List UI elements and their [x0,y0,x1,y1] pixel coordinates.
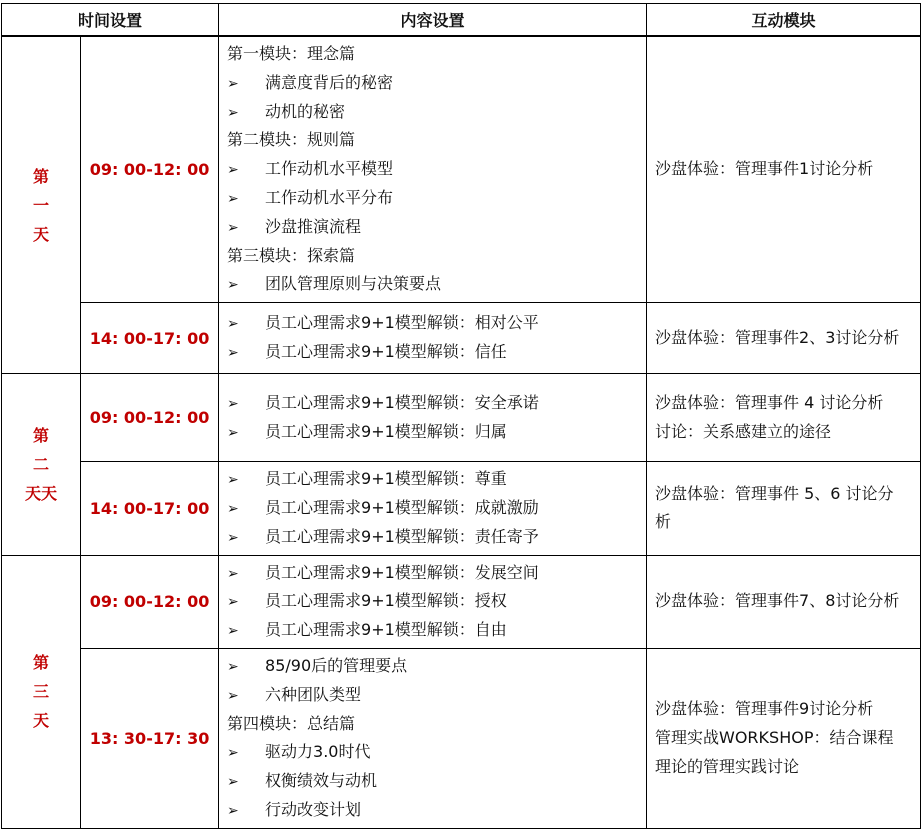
content-text: 工作动机水平模型 [265,159,394,179]
bullet-arrow-icon: ➢ [227,424,239,441]
session-time: 14: 00-17: 00 [81,303,219,374]
session-row [2,303,921,374]
content-text: 员工心理需求9+1模型解锁：自由 [265,620,507,640]
bullet-arrow-icon: ➢ [227,623,239,640]
session-row [2,462,921,555]
interaction-line: 沙盘体验：管理事件 5、6 讨论分 [655,483,894,503]
content-bullet-item [227,418,640,447]
content-text: 沙盘推演流程 [265,216,362,236]
day-label-char: 二 [32,454,49,474]
bullet-arrow-icon: ➢ [227,658,239,675]
session-row [2,374,921,462]
bullet-arrow-icon: ➢ [227,395,239,412]
content-bullet-item [227,465,640,494]
session-interaction [647,374,921,462]
content-text: 第二模块：规则篇 [227,130,356,150]
session-interaction [647,648,921,828]
bullet-arrow-icon: ➢ [227,565,239,582]
content-bullet-item [227,155,640,184]
session-row [2,36,921,303]
interaction-line: 析 [655,512,672,532]
bullet-arrow-icon: ➢ [227,802,239,819]
session-interaction [647,555,921,648]
content-bullet-item [227,309,640,338]
content-text: 第一模块：理念篇 [227,44,356,63]
bullet-arrow-icon: ➢ [227,687,239,704]
content-bullet-item [227,69,640,98]
content-bullet-item [227,587,640,616]
header-time: 时间设置 [2,4,219,37]
day-label [2,374,81,555]
course-schedule-table [1,3,921,829]
bullet-arrow-icon: ➢ [227,316,239,333]
module-heading [227,242,640,271]
session-row [2,648,921,828]
session-time: 09: 00-12: 00 [81,555,219,648]
content-bullet-item [227,213,640,242]
content-text: 员工心理需求9+1模型解锁：相对公平 [265,313,539,333]
day-label-char: 天天 [24,483,57,503]
content-bullet-item [227,796,640,825]
day-label [2,555,81,828]
session-interaction [647,303,921,374]
interaction-line: 沙盘体验：管理事件2、3讨论分析 [655,327,900,347]
content-text: 工作动机水平分布 [265,187,394,207]
content-text: 团队管理原则与决策要点 [265,274,442,294]
session-time: 14: 00-17: 00 [81,462,219,555]
header-row [2,4,921,37]
content-text: 员工心理需求9+1模型解锁：发展空间 [265,562,539,582]
day-label-char: 第 [32,653,49,673]
content-bullet-item [227,559,640,588]
content-text: 85/90后的管理要点 [265,655,408,675]
day-label-char: 第 [32,166,49,186]
header-content: 内容设置 [219,4,647,37]
session-content [219,555,647,648]
content-text: 员工心理需求9+1模型解锁：成就激励 [265,497,539,517]
content-text: 员工心理需求9+1模型解锁：信任 [265,342,507,362]
interaction-line: 讨论：关系感建立的途径 [655,421,832,441]
content-bullet-item [227,270,640,299]
bullet-arrow-icon: ➢ [227,594,239,611]
interaction-line: 沙盘体验：管理事件 4 讨论分析 [655,392,884,412]
content-text: 员工心理需求9+1模型解锁：尊重 [265,469,507,489]
bullet-arrow-icon: ➢ [227,104,239,121]
bullet-arrow-icon: ➢ [227,774,239,791]
session-row [2,555,921,648]
content-bullet-item [227,523,640,552]
content-bullet-item [227,767,640,796]
day-label [2,36,81,374]
bullet-arrow-icon: ➢ [227,219,239,236]
day-label-char: 三 [32,682,49,702]
content-text: 满意度背后的秘密 [265,72,394,92]
bullet-arrow-icon: ➢ [227,162,239,179]
day-label-char: 第 [32,425,49,445]
content-bullet-item [227,338,640,367]
content-bullet-item [227,652,640,681]
content-text: 第三模块：探索篇 [227,245,356,265]
content-bullet-item [227,681,640,710]
content-bullet-item [227,494,640,523]
bullet-arrow-icon: ➢ [227,345,239,362]
content-text: 员工心理需求9+1模型解锁：责任寄予 [265,526,539,546]
module-heading [227,710,640,739]
interaction-line: 理论的管理实践讨论 [655,756,800,776]
content-bullet-item [227,616,640,645]
content-bullet-item [227,389,640,418]
content-text: 驱动力3.0时代 [265,742,371,762]
session-time: 09: 00-12: 00 [81,36,219,303]
session-interaction [647,36,921,303]
bullet-arrow-icon: ➢ [227,472,239,489]
session-content [219,374,647,462]
content-text: 员工心理需求9+1模型解锁：归属 [265,421,507,441]
schedule-body [2,36,921,828]
interaction-line: 沙盘体验：管理事件9讨论分析 [655,699,874,719]
bullet-arrow-icon: ➢ [227,75,239,92]
content-text: 六种团队类型 [265,684,362,704]
day-label-char: 天 [32,711,49,731]
interaction-line: 管理实战WORKSHOP：结合课程 [655,727,894,747]
module-heading [227,126,640,155]
session-time: 13: 30-17: 30 [81,648,219,828]
module-heading [227,40,640,69]
bullet-arrow-icon: ➢ [227,190,239,207]
bullet-arrow-icon: ➢ [227,277,239,294]
content-bullet-item [227,98,640,127]
session-content [219,303,647,374]
session-content [219,36,647,303]
header-interaction: 互动模块 [647,4,921,37]
session-content [219,648,647,828]
session-time: 09: 00-12: 00 [81,374,219,462]
session-interaction [647,462,921,555]
content-text: 动机的秘密 [265,101,346,121]
interaction-line: 沙盘体验：管理事件7、8讨论分析 [655,591,900,611]
day-label-char: 一 [32,195,49,215]
bullet-arrow-icon: ➢ [227,745,239,762]
content-bullet-item [227,738,640,767]
content-text: 权衡绩效与动机 [265,771,378,791]
content-text: 员工心理需求9+1模型解锁：安全承诺 [265,392,539,412]
interaction-line: 沙盘体验：管理事件1讨论分析 [655,159,874,179]
day-label-char: 天 [32,224,49,244]
bullet-arrow-icon: ➢ [227,529,239,546]
content-text: 第四模块：总结篇 [227,713,356,733]
content-bullet-item [227,184,640,213]
bullet-arrow-icon: ➢ [227,500,239,517]
session-content [219,462,647,555]
content-text: 行动改变计划 [265,799,362,819]
content-text: 员工心理需求9+1模型解锁：授权 [265,591,507,611]
